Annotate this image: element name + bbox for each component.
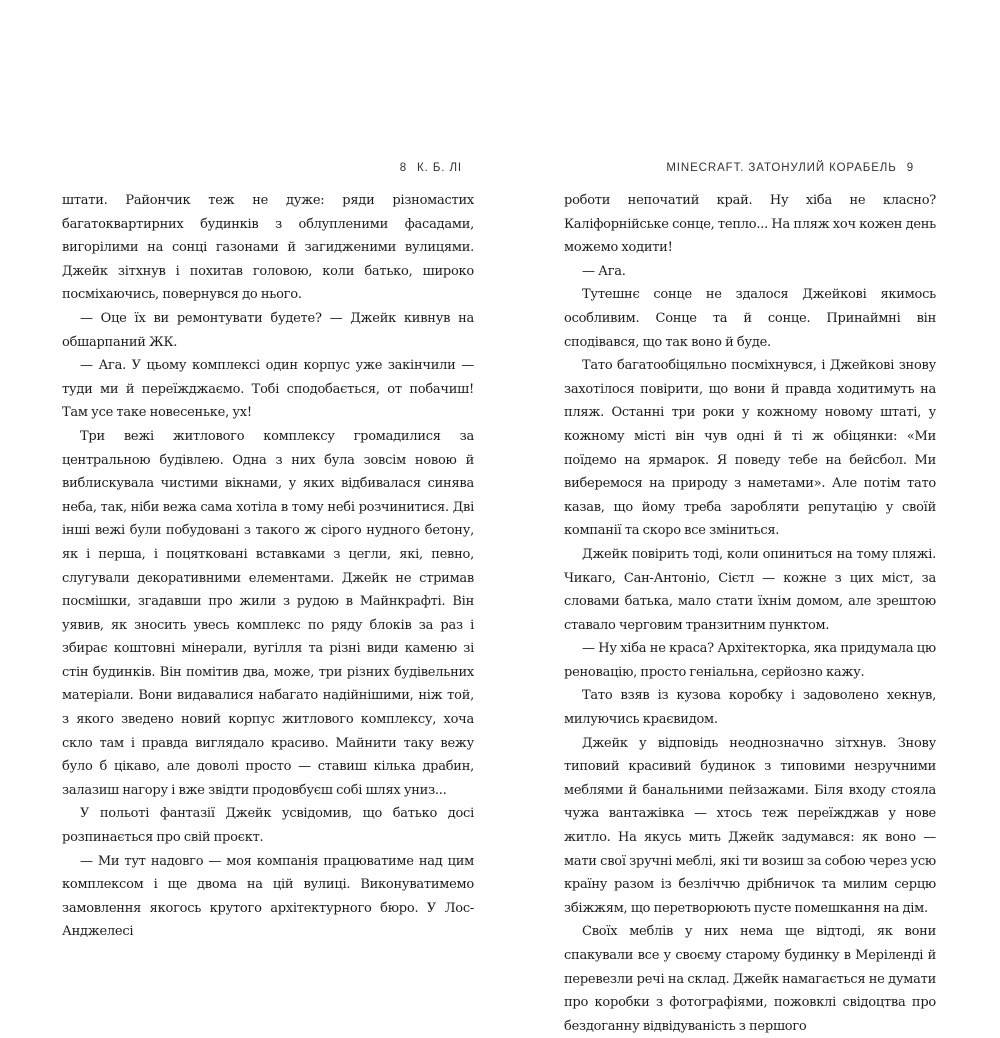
paragraph: Джейк у відповідь неоднозначно зітхнув. Знову типовий красивий будинок з типовими незручними меблями й банальними пейзажами. Біля входу стояла чужа вантажівка — хтось теж переїжджав у нове житло. На якусь мить Джейк задумався: як воно — мати свої зручні меблі, які ти возиш за собою через усю країну разом із безліччю дрібничок та милим серцю збіжжям, що перетворюють пусте помешкання на дім. [564,735,936,916]
paragraph: Джейк повірить тоді, коли опиниться на тому пляжі. Чикаго, Сан-Антоніо, Сієтл — кожне з цих міст, за словами батька, мало стати їхнім домом, але зрештою ставало черговим транзитним пунктом. [564,546,936,633]
left-header-author: К. Б. ЛІ [417,162,462,174]
paragraph: — Оце їх ви ремонтувати будете? — Джейк кивнув на обшарпаний ЖК. [62,310,474,350]
paragraph: Три вежі житлового комплексу громадилися за центральною будівлею. Одна з них була зовсім новою й виблискувала чистими вікнами, у яких відбивалася синява неба, так, ніби вежа сама хотіла в тому небі розчинитися. Дві інші вежі були побудовані з такого ж сірого нудного бетону, як і перша, і поцятковані вставками з цегли, які, певно, слугували декоративними елементами. Джейк не стримав посмішки, згадавши про жили з рудою в Майнкрафті. Він уявив, як зносить увесь комплекс по ряду блоків за раз і збирає коштовні мінерали, вугілля та різні види каменю зі стін будинків. Він помітив два, може, три різних будівельних матеріали. Вони видавалися набагато надійнішими, ніж той, з якого зведено новий корпус житлового комплексу, хоча скло там і правда виглядало красиво. Майнити таку вежу було б цікаво, але доволі просто — ставиш кілька драбин, залазиш нагору і вже звідти продовбуєш собі шлях униз... [62,428,474,798]
paragraph: — Ага. У цьому комплексі один корпус уже закінчили — туди ми й переїжджаємо. Тобі сподобається, от побачиш! Там усе таке новесеньке, ух! [62,358,474,421]
left-body-text [62,189,474,944]
paragraph: — Ага. [582,263,626,279]
paragraph: Тато багатообіцяльно посміхнувся, і Джейкові знову захотілося повірити, що вони й правда ходитимуть на пляж. Останні три роки у кожному новому штаті, у кожному місті він чув одні й ті ж обіцянки: «Ми поїдемо на ярмарок. Я поведу тебе на бейсбол. Ми виберемося на природу з наметами». Але потім тато казав, що йому треба заробляти репутацію у своїй компанії та скоро все зміниться. [564,358,936,539]
paragraph: — Ну хіба не краса? Архітекторка, яка придумала цю реновацію, просто геніальна, серйозно кажу. [564,641,936,680]
right-body-text [564,189,936,1038]
paragraph: штати. Райончик теж не дуже: ряди різномастих багатоквартирних будинків з облупленими фасадами, вигорілими на сонці газонами й загидженими вулицями. Джейк зітхнув і похитав головою, коли батько, широко посміхаючись, повернувся до нього. [62,193,474,303]
right-running-header [666,162,924,174]
left-running-header [390,162,462,174]
left-page [62,0,474,1000]
right-page [564,0,937,1034]
paragraph: У польоті фантазії Джейк усвідомив, що батько досі розпинається про свій проєкт. [62,806,474,846]
paragraph: Тутешнє сонце не здалося Джейкові якимось особливим. Сонце та й сонце. Принаймні він сподівався, що так воно й буде. [564,287,936,350]
paragraph: — Ми тут надовго — моя компанія працюватиме над цим комплексом і ще двома на цій вулиці. Виконуватимемо замовлення якогось крутого архітектурного бюро. У Лос-Анджелесі [62,853,474,940]
right-page-number: 9 [906,162,914,174]
paragraph: Тато взяв із кузова коробку і задоволено хекнув, милуючись краєвидом. [564,688,936,728]
paragraph: роботи непочатий край. Ну хіба не класно? Каліфорнійське сонце, тепло... На пляж хоч кожен день можемо ходити! [564,193,937,256]
right-header-title: MINECRAFT. ЗАТОНУЛИЙ КОРАБЕЛЬ [666,162,897,174]
left-page-number: 8 [399,162,408,174]
paragraph: Своїх меблів у них нема ще відтоді, як вони спакували все у своєму старому будинку в Меріленді й перевезли речі на склад. Джейк намагається не думати про коробки з фотографіями, пожовклі свідоцтва про бездоганну відвідуваність з першого [564,924,936,1034]
